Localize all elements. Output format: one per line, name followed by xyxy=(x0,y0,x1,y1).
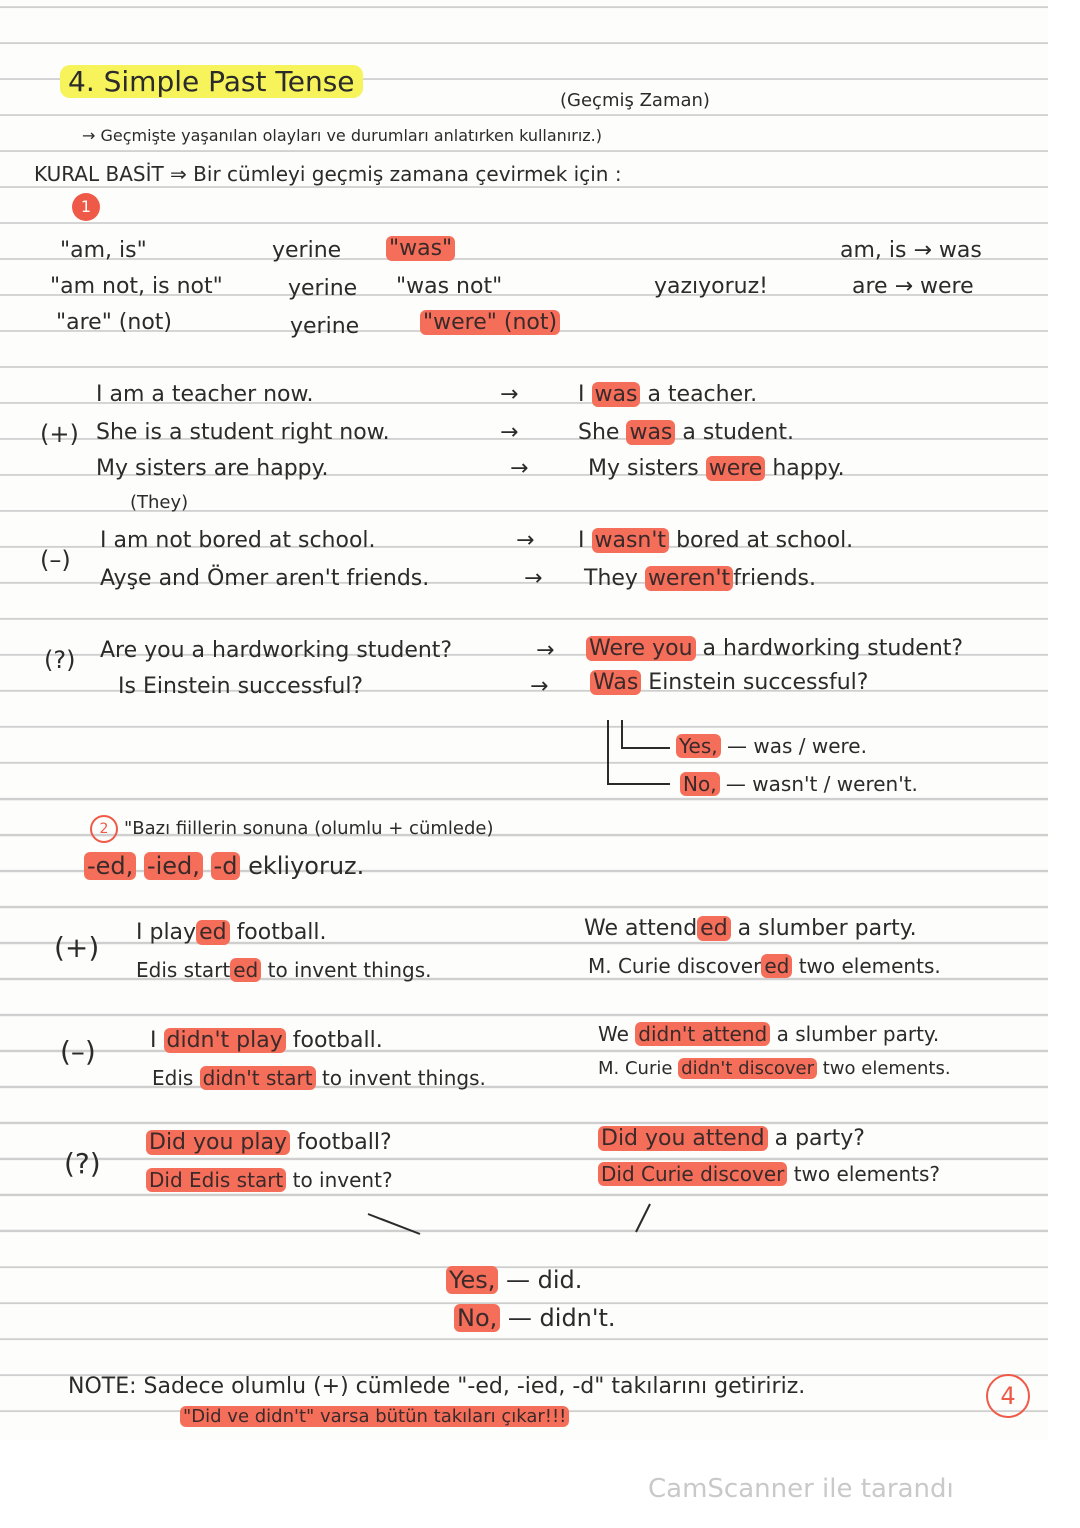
verb-q-left-2: Did Edis start to invent? xyxy=(146,1170,393,1190)
be-pos-right-3: My sisters were happy. xyxy=(588,456,845,481)
be-neg-left-1: I am not bored at school. xyxy=(100,528,376,553)
arrow-6: → xyxy=(536,638,555,663)
verb-answer-yes: Yes, — did. xyxy=(446,1268,582,1292)
be-answer-yes: Yes, — was / were. xyxy=(676,736,867,756)
rule1-summary-1: am, is → was xyxy=(840,238,982,263)
page-number-badge: 4 xyxy=(986,1374,1030,1418)
they-note: (They) xyxy=(130,492,189,513)
note-line-1: NOTE: Sadece olumlu (+) cümlede "-ed, -ied, -d" takılarını getiririz. xyxy=(68,1374,806,1399)
rule1-yerine-1: yerine xyxy=(272,238,342,263)
page-title xyxy=(60,65,363,98)
be-pos-left-1: I am a teacher now. xyxy=(96,382,314,407)
rule1-from-2: "am not, is not" xyxy=(50,274,223,299)
verb-question-sign: (?) xyxy=(64,1147,101,1180)
title-sub: (Geçmiş Zaman) xyxy=(560,90,710,111)
be-pos-right-2: She was a student. xyxy=(578,420,794,445)
rule1-yerine-3: yerine xyxy=(290,314,360,339)
rule1-to-3: "were" (not) xyxy=(420,312,560,334)
verb-q-right-2: Did Curie discover two elements? xyxy=(598,1164,940,1184)
be-answer-no: No, — wasn't / weren't. xyxy=(680,774,918,794)
verb-answer-no: No, — didn't. xyxy=(454,1306,616,1330)
be-neg-right-2: They weren't friends. xyxy=(584,566,816,591)
be-q-left-1: Are you a hardworking student? xyxy=(100,638,453,663)
note-line-2: "Did ve didn't" varsa bütün takıları çıkar!!! xyxy=(180,1408,569,1426)
be-pos-left-2: She is a student right now. xyxy=(96,420,390,445)
intro-line: → Geçmişte yaşanılan olayları ve durumları anlatırken kullanırız.) xyxy=(82,126,603,145)
be-pos-left-3: My sisters are happy. xyxy=(96,456,329,481)
be-q-right-1: Were you a hardworking student? xyxy=(586,638,963,660)
rule1-from-3: "are" (not) xyxy=(56,310,173,335)
arrow-1: → xyxy=(500,382,519,407)
rule1-to-1: "was" xyxy=(386,238,455,260)
be-neg-left-2: Ayşe and Ömer aren't friends. xyxy=(100,566,430,591)
rule1-summary-2: are → were xyxy=(852,274,974,299)
question-sign: (?) xyxy=(44,646,76,674)
rule1-from-1: "am, is" xyxy=(60,238,147,263)
rule1-number-badge: 1 xyxy=(72,193,100,221)
verb-pos-right-2: M. Curie discover ed two elements. xyxy=(588,954,941,978)
scanner-watermark: CamScanner ile tarandı xyxy=(648,1474,954,1504)
be-q-right-2: Was Einstein successful? xyxy=(590,672,868,694)
be-q-left-2: Is Einstein successful? xyxy=(118,674,364,699)
arrow-3: → xyxy=(510,456,529,481)
answer-pointer-lines xyxy=(360,1200,660,1250)
verb-neg-left-2: Edis didn't start to invent things. xyxy=(152,1066,486,1090)
verb-pos-right-1: We attend ed a slumber party. xyxy=(584,916,917,941)
rule2-text: "Bazı fiillerin sonuna (olumlu + cümlede) xyxy=(124,818,494,839)
arrow-2: → xyxy=(500,420,519,445)
verb-neg-right-2: M. Curie didn't discover two elements. xyxy=(598,1058,951,1079)
verb-q-right-1: Did you attend a party? xyxy=(598,1128,865,1150)
rule1-yerine-2: yerine xyxy=(288,276,358,301)
negative-sign: (–) xyxy=(40,546,71,574)
be-pos-right-1: I was a teacher. xyxy=(578,382,758,407)
verb-pos-left-2: Edis start ed to invent things. xyxy=(136,958,432,982)
positive-sign: (+) xyxy=(40,420,79,448)
rule2-suffixes: -ed, -ied, -d ekliyoruz. xyxy=(84,854,364,878)
verb-q-left-1: Did you play football? xyxy=(146,1132,392,1154)
verb-neg-left-1: I didn't play football. xyxy=(150,1028,383,1053)
answer-bracket xyxy=(600,716,680,792)
rule-line: KURAL BASİT ⇒ Bir cümleyi geçmiş zamana çevirmek için : xyxy=(34,162,622,186)
arrow-4: → xyxy=(516,528,535,553)
verb-negative-sign: (–) xyxy=(60,1035,96,1068)
verb-positive-sign: (+) xyxy=(54,931,100,964)
rule1-to-2: "was not" xyxy=(396,274,503,299)
rule2-number-badge: 2 xyxy=(90,815,118,843)
arrow-7: → xyxy=(530,674,549,699)
title-main: 4. Simple Past Tense xyxy=(60,65,363,98)
arrow-5: → xyxy=(524,566,543,591)
verb-pos-left-1: I play ed football. xyxy=(136,920,327,945)
be-neg-right-1: I wasn't bored at school. xyxy=(578,528,854,553)
verb-neg-right-1: We didn't attend a slumber party. xyxy=(598,1022,940,1046)
rule1-yaziyoruz: yazıyoruz! xyxy=(654,274,768,299)
